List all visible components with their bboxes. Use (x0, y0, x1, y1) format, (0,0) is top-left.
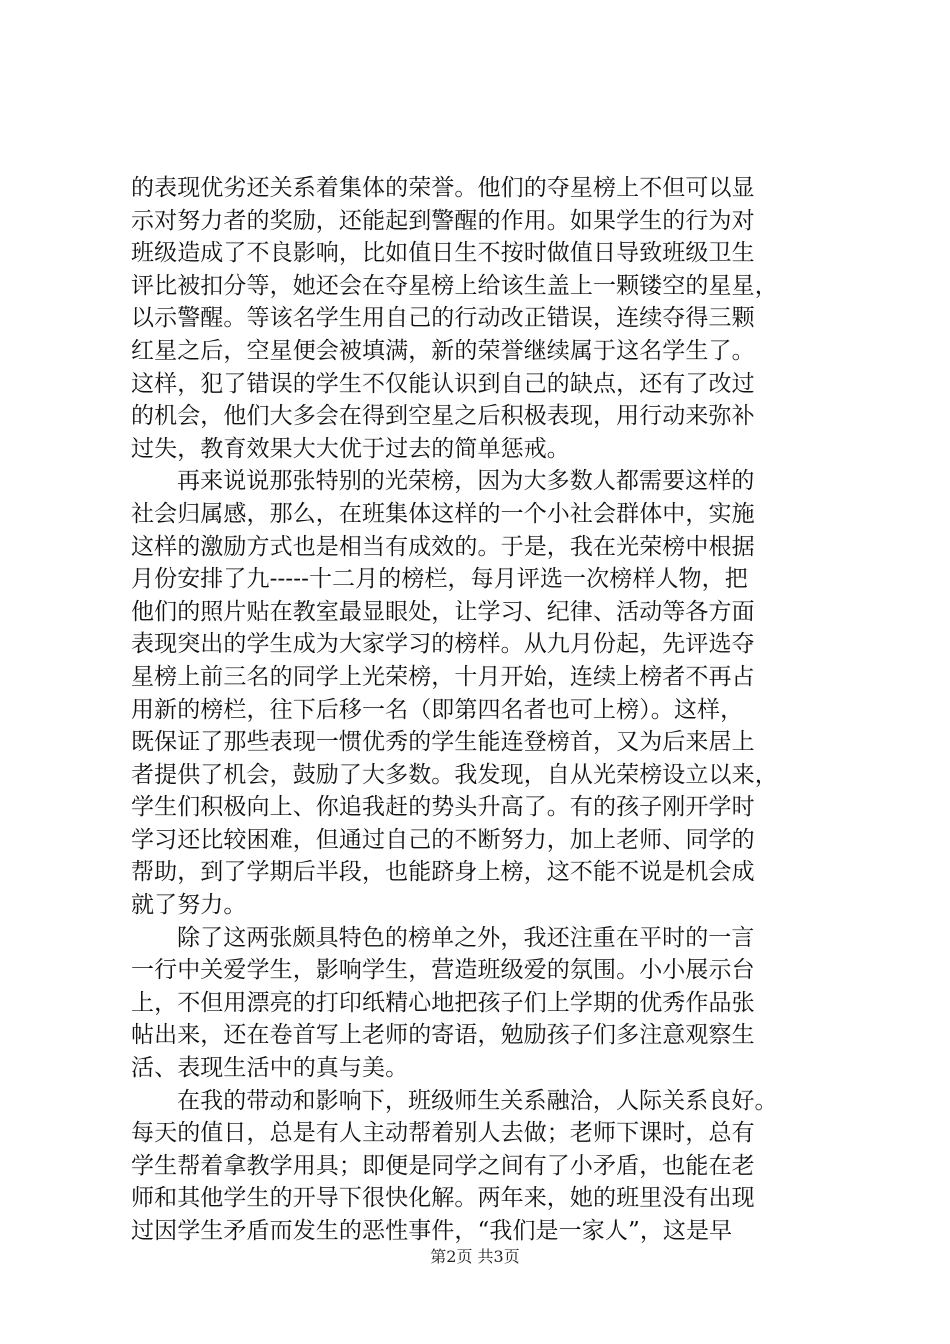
text-line: 活、表现生活中的真与美。 (131, 1055, 409, 1082)
text-line: 学生帮着拿教学用具；即便是同学之间有了小矛盾，也能在老 (131, 1152, 755, 1179)
text-line: 既保证了那些表现一惯优秀的学生能连登榜首，又为后来居上 (131, 729, 755, 756)
text-line: 在我的带动和影响下，班级师生关系融洽，人际关系良好。 (177, 1087, 778, 1114)
text-line: 上，不但用漂亮的打印纸精心地把孩子们上学期的优秀作品张 (131, 989, 755, 1016)
text-line: 星榜上前三名的同学上光荣榜，十月开始，连续上榜者不再占 (131, 663, 755, 690)
text-line: 每天的值日，总是有人主动帮着别人去做；老师下课时，总有 (131, 1120, 755, 1147)
text-line: 帮助，到了学期后半段，也能跻身上榜，这不能不说是机会成 (131, 859, 755, 886)
text-line: 示对努力者的奖励，还能起到警醒的作用。如果学生的行为对 (131, 207, 755, 234)
text-line: 一行中关爱学生，影响学生，营造班级爱的氛围。小小展示台 (131, 957, 755, 984)
text-line: 除了这两张颇具特色的榜单之外，我还注重在平时的一言 (177, 924, 755, 951)
text-line: 班级造成了不良影响，比如值日生不按时做值日导致班级卫生 (131, 240, 755, 267)
text-line: 再来说说那张特别的光荣榜，因为大多数人都需要这样的 (177, 468, 755, 495)
document-body (131, 172, 831, 1248)
text-line: 社会归属感，那么，在班集体这样的一个小社会群体中，实施 (131, 500, 755, 527)
text-line: 师和其他学生的开导下很快化解。两年来，她的班里没有出现 (131, 1185, 755, 1212)
text-line: 表现突出的学生成为大家学习的榜样。从九月份起，先评选夺 (131, 631, 755, 658)
text-line: 红星之后，空星便会被填满，新的荣誉继续属于这名学生了。 (131, 337, 755, 364)
text-line: 这样，犯了错误的学生不仅能认识到自己的缺点，还有了改过 (131, 370, 755, 397)
text-line: 月份安排了九-----十二月的榜栏，每月评选一次榜样人物，把 (131, 566, 748, 593)
text-line: 过因学生矛盾而发生的恶性事件，“我们是一家人”，这是早 (131, 1218, 733, 1244)
text-line: 用新的榜栏，往下后移一名（即第四名者也可上榜）。这样， (131, 696, 744, 723)
text-line: 帖出来，还在卷首写上老师的寄语，勉励孩子们多注意观察生 (131, 1022, 755, 1049)
page-footer: 第2页 共3页 (430, 1247, 520, 1266)
text-line: 学习还比较困难，但通过自己的不断努力，加上老师、同学的 (131, 826, 755, 853)
text-line: 的表现优劣还关系着集体的荣誉。他们的夺星榜上不但可以显 (131, 175, 755, 201)
text-line: 过失，教育效果大大优于过去的简单惩戒。 (131, 435, 570, 462)
text-line: 这样的激励方式也是相当有成效的。于是，我在光荣榜中根据 (131, 533, 755, 560)
text-line: 评比被扣分等，她还会在夺星榜上给该生盖上一颗镂空的星星， (131, 272, 778, 299)
text-line: 的机会，他们大多会在得到空星之后积极表现，用行动来弥补 (131, 403, 755, 430)
text-line: 以示警醒。等该名学生用自己的行动改正错误，连续夺得三颗 (131, 305, 755, 332)
text-line: 他们的照片贴在教室最显眼处，让学习、纪律、活动等各方面 (131, 598, 755, 625)
text-line: 者提供了机会，鼓励了大多数。我发现，自从光荣榜设立以来， (131, 761, 778, 788)
text-line: 学生们积极向上、你追我赶的势头升高了。有的孩子刚开学时 (131, 794, 755, 821)
text-line: 就了努力。 (131, 892, 247, 919)
